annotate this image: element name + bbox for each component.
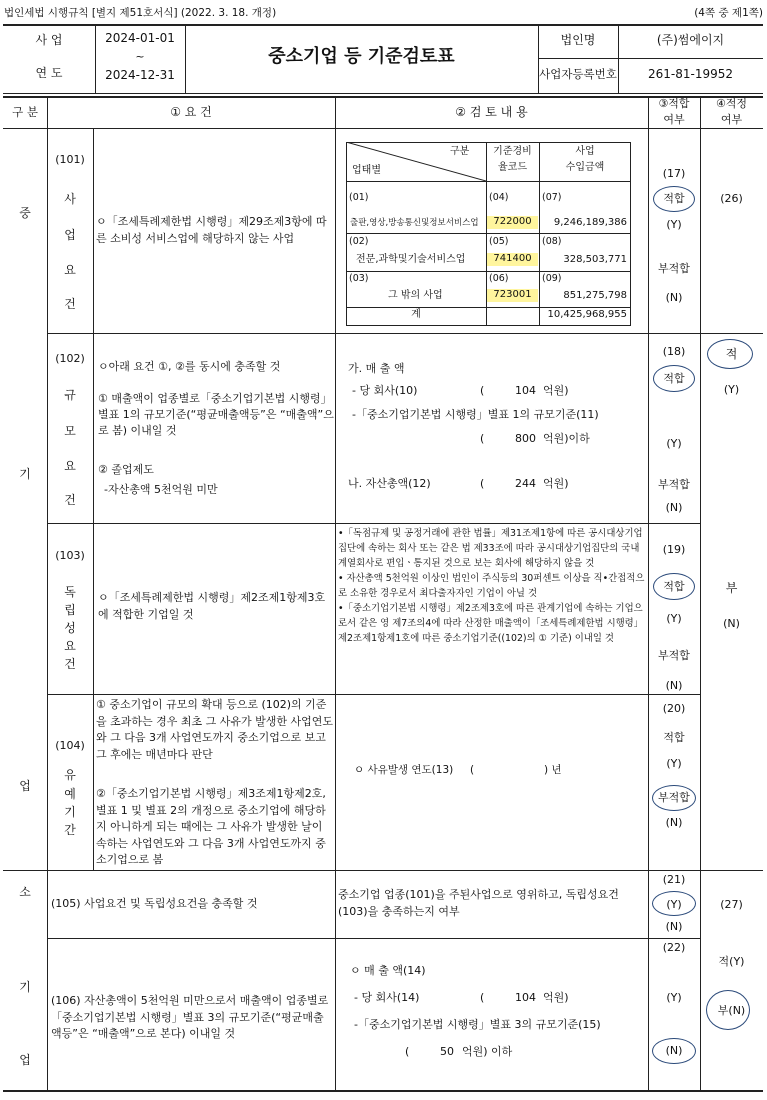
r102-review-3: -「중소기업기본법 시행령」별표 1의 규모기준(11) [352,408,599,421]
r101-fit-y: (Y) [666,218,682,231]
r106-requirement: (106) 자산총액이 5천억원 미만으로서 매출액이 업종별로「중소기업기본법 시행령」별표 3의 규모기준(“평균매출액등”은 “매출액”으로 본다) 이내일 것 [51,994,329,1040]
table-row-code-no: (05) [489,236,509,247]
category-eop: 업 [19,779,31,793]
r105-fit-n[interactable]: (N) [665,920,683,933]
table-row-amount-no: (07) [542,192,562,203]
r105-selected-circle [652,891,696,916]
form-header-right: (4쪽 중 제1쪽) [694,7,763,19]
category-gi2: 기 [19,980,31,994]
category-jung: 중 [19,206,31,220]
r106-fit-number: (22) [662,941,686,954]
r106-fit-n[interactable]: (N) [665,1044,683,1057]
r102-req-4: -자산총액 5천억원 미만 [104,483,218,496]
r102-fit-n: (N) [665,501,683,514]
r102-review-2a: - 당 회사(10) [352,384,418,397]
r103-char: 독 [64,585,76,599]
r106-review-2c: 104 [515,991,536,1004]
r106-selected-circle [652,1038,696,1064]
r101-char: 업 [64,228,76,242]
r102-fit-no[interactable]: 부적합 [658,478,690,491]
r106-review-2b: ( [480,991,485,1004]
r103-number: (103) [55,549,85,562]
r102-fit-y: (Y) [666,437,682,450]
col4-ok-mark[interactable]: 적 [725,347,738,361]
biz-label: 사업자등록번호 [539,67,617,81]
r103-char: 요 [64,639,76,653]
date-from: 2024-01-01 [105,31,175,45]
r102-char: 규 [64,388,76,402]
category-so: 소 [19,885,31,899]
r102-number: (102) [55,352,85,365]
r105-requirement: (105) 사업요건 및 독립성요건을 충족할 것 [51,897,258,910]
r102-review-5c: 244 [515,477,536,490]
col4-no-n: (N) [723,617,740,630]
year-label-1: 사 업 [35,33,63,47]
r102-char: 건 [64,493,76,507]
r103-fit-number: (19) [662,543,686,556]
r101-char: 사 [64,192,76,206]
col4-no-mark[interactable]: 부 [725,581,738,595]
table-row-amount: 851,275,798 [563,290,627,301]
r104-fit-y: (Y) [666,757,682,770]
r103-char: 건 [64,657,76,671]
date-to: 2024-12-31 [105,68,175,82]
table-row-code: 723001 [487,289,538,302]
r104-review-a: ㅇ 사유발생 연도(13) [354,764,454,776]
r103-review: •「독점규제 및 공정거래에 관한 법률」제31조제1항에 따른 공시대상기업집단에 속하는 회사 또는 같은 법 제33조에 따라 공시대상기업집단의 국내 계열회사로 편입ㆍ통지된 것으로 보는 회사에 해당하지 않을 것 • 자산총액 5천억원 이상인 법인이 주식등의 30퍼센트 이상을 직•간접적으로 소유한 경우로서 최다출자자인 기업이 아닐 것 •「중소기업기본법 시행령」제2조제3호에 따른 관계기업에 속하는 기업으로서 같은 영 제7조의4에 따라 산정한 매출액이「조세특례제한법 시행령」제2조제1항제1호에 따른 중소기업기준((102)의 ① 기준) 이내일 것 [338,528,645,645]
r102-review-2b: ( [480,384,485,397]
r103-fit-n: (N) [665,679,683,692]
table-row-amount: 9,246,189,386 [553,217,627,228]
r103-fit-y: (Y) [666,612,682,625]
r104-fit-no[interactable]: 부적합 [658,791,690,804]
table-row-name: 출판,영상,방송통신및정보서비스업 [350,218,479,228]
r101-fit-ok[interactable]: 적합 [663,192,685,205]
table-head-code-2: 율코드 [498,162,527,173]
r101-char: 건 [64,297,76,311]
r104-selected-circle [652,785,696,811]
r105-fit-number: (21) [662,873,686,886]
r105-col4-number: (27) [720,898,743,911]
r105-fit-y[interactable]: (Y) [666,898,682,911]
r102-review-4b: 800 [515,432,536,445]
r106-review-2d: 억원) [543,991,569,1004]
col-fit3-header-2: 여부 [663,113,685,126]
r102-fit-number: (18) [662,345,686,358]
r104-req-1: ① 중소기업이 규모의 확대 등으로 (102)의 기준을 초과하는 경우 최초 그 사유가 발생한 사업연도와 그 다음 3개 사업연도까지 중소기업으로 보고 그 후에는 매년마다 판단 [96,698,333,761]
r104-review-c: ) 년 [544,764,562,776]
r106-col4-selected-circle [706,990,750,1030]
r102-selected-circle [653,365,695,392]
r102-review-1: 가. 매 출 액 [348,362,405,375]
date-tilde: ~ [135,50,145,63]
r102-fit-ok[interactable]: 적합 [663,372,685,385]
r103-selected-circle [653,573,695,600]
col4-selected-circle [707,339,753,369]
r101-fit-number: (17) [662,167,686,180]
r104-fit-ok[interactable]: 적합 [663,731,685,744]
table-row-amount-no: (08) [542,236,562,247]
table-row-name: 전문,과학및기술서비스업 [356,254,466,265]
r106-review-4c: 억원) 이하 [462,1045,513,1058]
r103-requirement: ㅇ「조세특례제한법 시행령」제2조제1항제3호에 적합한 기업일 것 [98,591,326,621]
r104-number: (104) [55,739,85,752]
col4-ok-y: (Y) [723,383,740,396]
category-eop2: 업 [19,1053,31,1067]
col-review-header: ② 검 토 내 용 [455,105,528,119]
r103-fit-no[interactable]: 부적합 [658,649,690,662]
table-row-amount: 328,503,771 [563,254,627,265]
r106-review-4a: ( [405,1045,410,1058]
r103-fit-ok[interactable]: 적합 [663,580,685,593]
table-head-gubun: 구분 [450,146,470,157]
r106-col4-ok[interactable]: 적(Y) [718,955,745,968]
r101-col4-number: (26) [720,192,743,205]
r104-char: 기 [64,805,76,819]
table-head-amount-1: 사업 [575,146,595,157]
r106-review-2a: - 당 회사(14) [354,991,420,1004]
r102-req-2: ① 매출액이 업종별로「중소기업기본법 시행령」별표 1의 규모기준(“평균매출액등”은 “매출액”으로 봄) 이내일 것 [98,392,334,437]
r102-req-1: ㅇ아래 요건 ①, ②를 동시에 충족할 것 [98,360,281,373]
col-fit3-header-1: ③적합 [658,97,690,110]
r102-req-3: ② 졸업제도 [98,463,154,476]
r104-char: 예 [64,787,76,801]
r105-review: 중소기업 업종(101)을 주된사업으로 영위하고, 독립성요건(103)을 충족하는지 여부 [338,888,619,918]
table-row-no: (01) [349,192,369,203]
r101-number: (101) [55,153,85,166]
table-head-amount-2: 수입금액 [565,162,605,173]
r102-review-2d: 억원) [543,384,569,397]
r102-review-5b: ( [480,477,485,490]
r106-review-4b: 50 [440,1045,454,1058]
r102-review-4a: ( [480,432,485,445]
table-row-code-no: (04) [489,192,509,203]
table-row-code: 741400 [487,253,538,266]
r102-review-5a: 나. 자산총액(12) [348,477,431,490]
corp-label: 법인명 [560,33,596,47]
r102-char: 요 [64,459,76,473]
r103-char: 성 [64,621,76,635]
col-gubun-header: 구 분 [12,105,38,119]
table-row-no: (03) [349,273,369,284]
col-requirement-header: ① 요 건 [170,105,212,119]
r104-fit-n: (N) [665,816,683,829]
r102-review-5d: 억원) [543,477,569,490]
r106-fit-y[interactable]: (Y) [666,991,682,1004]
r102-review-2c: 104 [515,384,536,397]
r103-char: 립 [64,603,76,617]
r101-fit-n: (N) [665,291,683,304]
r104-review-b: ( [470,764,475,776]
table-total-amount: 10,425,968,955 [547,309,627,320]
table-row-code-no: (06) [489,273,509,284]
r106-review-1: ㅇ 매 출 액(14) [350,964,426,977]
year-label-2: 연 도 [35,66,63,80]
form-header-left: 법인세법 시행규칙 [별지 제51호서식] (2022. 3. 18. 개정) [4,7,277,19]
table-row-amount-no: (09) [542,273,562,284]
table-row-code: 722000 [487,216,538,229]
col-fit4-header-1: ④적정 [715,97,748,110]
r106-review-3: -「중소기업기본법 시행령」별표 3의 규모기준(15) [354,1018,601,1031]
category-gi: 기 [19,467,31,481]
biz-value: 261-81-19952 [647,67,733,81]
table-total-label: 계 [411,309,421,320]
r101-selected-circle [653,186,695,212]
r102-char: 모 [64,424,76,438]
r101-fit-no[interactable]: 부적합 [658,262,690,275]
col-fit4-header-2: 여부 [720,113,743,126]
table-head-type: 업태별 [352,165,381,176]
corp-value: (주)썸에이지 [656,33,725,47]
table-row-no: (02) [349,236,369,247]
table-row-name: 그 밖의 사업 [388,290,443,301]
r101-requirement: ㅇ「조세특례제한법 시행령」제29조제3항에 따른 소비성 서비스업에 해당하지 않는 사업 [96,215,327,246]
r101-char: 요 [64,263,76,277]
table-head-code-1: 기준경비 [493,146,532,157]
r104-char: 유 [64,768,76,782]
r102-review-4c: 억원)이하 [543,432,590,445]
r104-fit-number: (20) [662,702,686,715]
r104-char: 간 [64,823,76,837]
form-title: 중소기업 등 기준검토표 [268,46,455,67]
r106-col4-no[interactable]: 부(N) [717,1004,746,1017]
r104-req-2: ②「중소기업기본법 시행령」제3조제1항제2호, 별표 1 및 별표 2의 개정으로 중소기업에 해당하지 아니하게 되는 때에는 그 사유가 발생한 날이 속하는 사업연도와 그 다음 3개 사업연도까지 중소기업으로 봄 [96,787,326,866]
